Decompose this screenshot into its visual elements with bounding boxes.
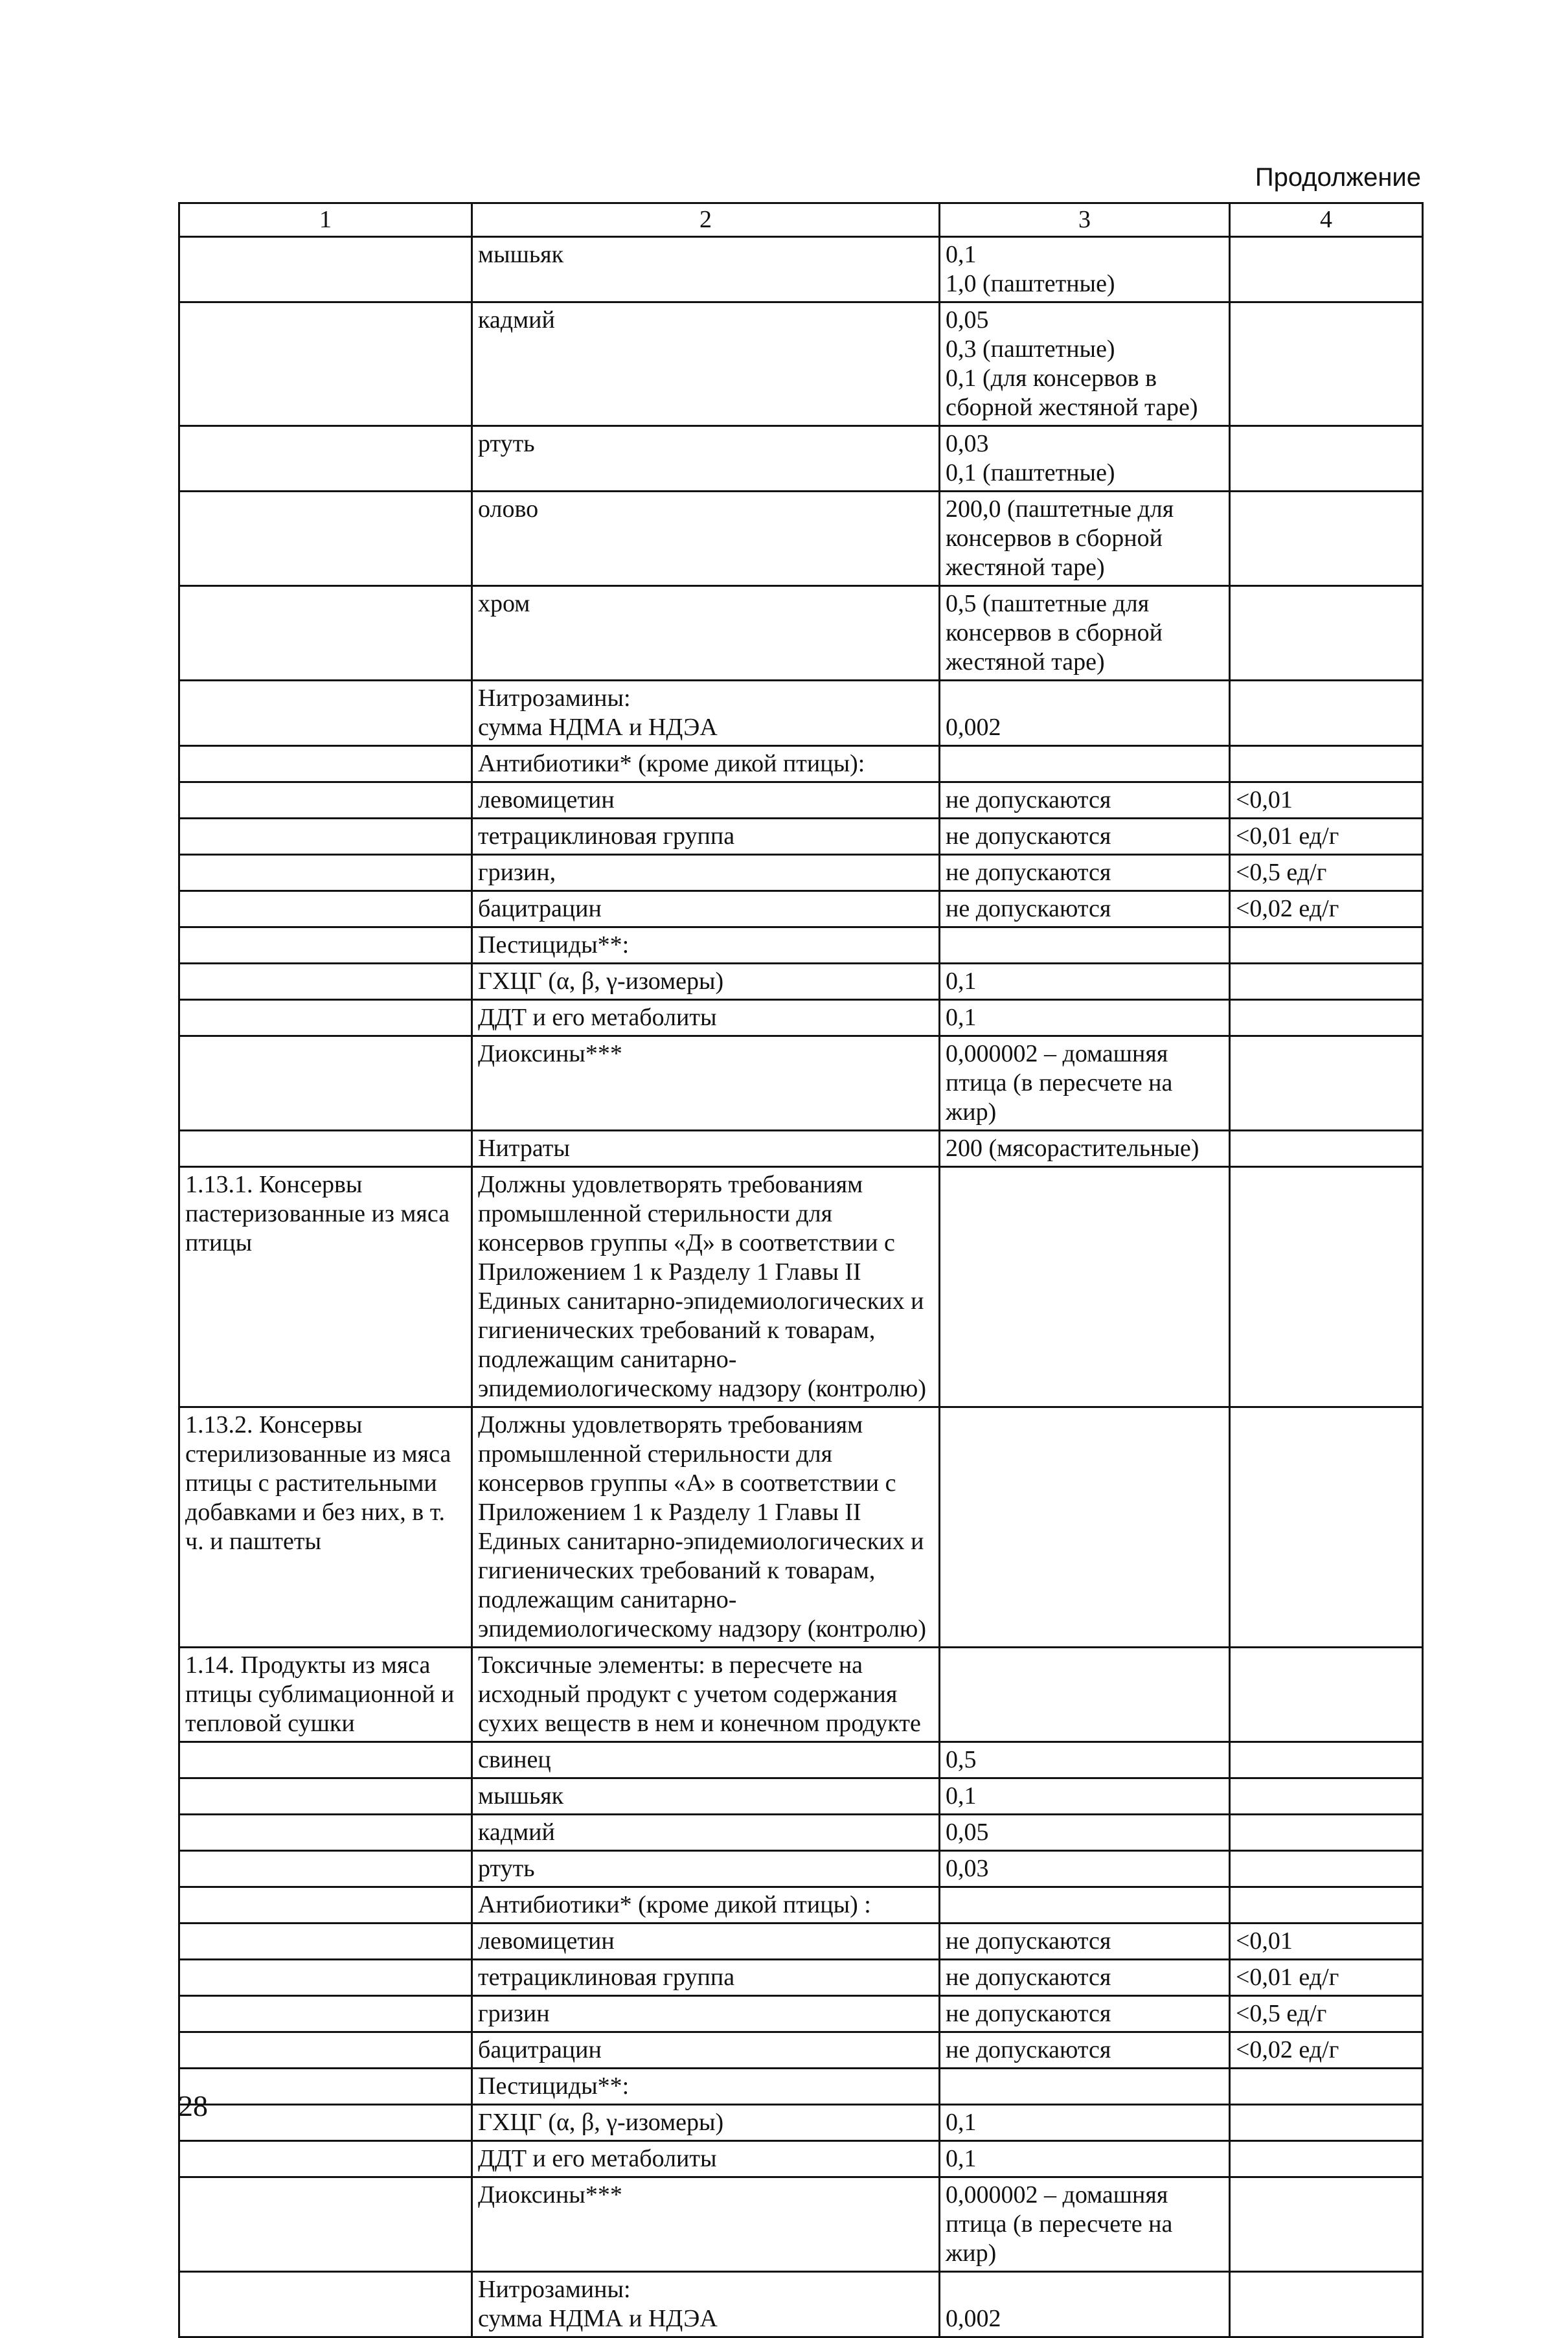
limit-cell: 0,000002 – домашняя птица (в пересчете на жир): [940, 2177, 1230, 2272]
table-row: [179, 1887, 1423, 1924]
product-cell: [179, 855, 472, 891]
limit-cell: [940, 2069, 1230, 2105]
indicator-cell: бацитрацин: [472, 891, 940, 927]
indicator-cell: Нитраты: [472, 1131, 940, 1167]
limit-cell: 0,1: [940, 1000, 1230, 1036]
note-cell: <0,01: [1230, 782, 1423, 819]
indicator-cell: Нитрозамины: сумма НДМА и НДЭА: [472, 681, 940, 746]
limit-cell: 0,03: [940, 1851, 1230, 1887]
limit-cell: 200,0 (паштетные для консервов в сборной жестяной таре): [940, 492, 1230, 586]
product-cell: [179, 681, 472, 746]
note-cell: [1230, 1815, 1423, 1851]
limit-cell: не допускаются: [940, 782, 1230, 819]
indicator-cell: хром: [472, 586, 940, 681]
indicator-cell: гризин: [472, 1996, 940, 2032]
indicator-cell: тетрациклиновая группа: [472, 1960, 940, 1996]
limit-cell: 0,002: [940, 2272, 1230, 2337]
table-row: [179, 782, 1423, 819]
note-cell: [1230, 1851, 1423, 1887]
table-row: [179, 1648, 1423, 1742]
product-cell: [179, 586, 472, 681]
header-cell-3: 3: [940, 203, 1230, 237]
product-cell: [179, 237, 472, 302]
limit-cell: не допускаются: [940, 891, 1230, 927]
note-cell: [1230, 2069, 1423, 2105]
indicator-cell: мышьяк: [472, 237, 940, 302]
product-cell: 1.13.1. Консервы пастеризованные из мяса птицы: [179, 1167, 472, 1407]
product-cell: [179, 1996, 472, 2032]
product-cell: [179, 1131, 472, 1167]
table-row: [179, 1131, 1423, 1167]
note-cell: <0,02 ед/г: [1230, 2032, 1423, 2069]
indicator-cell: Антибиотики* (кроме дикой птицы):: [472, 746, 940, 782]
note-cell: [1230, 2177, 1423, 2272]
limit-cell: не допускаются: [940, 2032, 1230, 2069]
limit-cell: 200 (мясорастительные): [940, 1131, 1230, 1167]
product-cell: [179, 1851, 472, 1887]
indicator-cell: ртуть: [472, 426, 940, 492]
table-row: [179, 1960, 1423, 1996]
note-cell: [1230, 426, 1423, 492]
table-row: [179, 426, 1423, 492]
note-cell: [1230, 586, 1423, 681]
product-cell: [179, 2032, 472, 2069]
limit-cell: [940, 1167, 1230, 1407]
limit-cell: 0,05: [940, 1815, 1230, 1851]
note-cell: <0,5 ед/г: [1230, 855, 1423, 891]
indicator-cell: свинец: [472, 1742, 940, 1778]
limit-cell: не допускаются: [940, 819, 1230, 855]
limit-cell: 0,5: [940, 1742, 1230, 1778]
header-cell-2: 2: [472, 203, 940, 237]
indicator-cell: олово: [472, 492, 940, 586]
note-cell: [1230, 237, 1423, 302]
indicator-cell: левомицетин: [472, 782, 940, 819]
indicator-cell: Антибиотики* (кроме дикой птицы) :: [472, 1887, 940, 1924]
table-row: [179, 2032, 1423, 2069]
limit-cell: не допускаются: [940, 1960, 1230, 1996]
table-row: [179, 1407, 1423, 1648]
indicator-cell: тетрациклиновая группа: [472, 819, 940, 855]
table-row: [179, 2069, 1423, 2105]
indicator-cell: бацитрацин: [472, 2032, 940, 2069]
table-body: [179, 203, 1423, 2337]
product-cell: 1.14. Продукты из мяса птицы сублимационной и тепловой сушки: [179, 1648, 472, 1742]
limit-cell: 0,05 0,3 (паштетные) 0,1 (для консервов в сборной жестяной таре): [940, 302, 1230, 426]
note-cell: [1230, 1131, 1423, 1167]
continuation-label: Продолжение: [1255, 163, 1421, 192]
product-cell: [179, 1000, 472, 1036]
note-cell: [1230, 1167, 1423, 1407]
product-cell: [179, 1960, 472, 1996]
indicator-cell: Токсичные элементы: в пересчете на исходный продукт с учетом содержания сухих веществ в нем и конечном продукте: [472, 1648, 940, 1742]
limit-cell: 0,1: [940, 2105, 1230, 2141]
table-row: [179, 1742, 1423, 1778]
note-cell: <0,01: [1230, 1924, 1423, 1960]
table-row: [179, 2141, 1423, 2177]
product-cell: [179, 1815, 472, 1851]
indicator-cell: Пестициды**:: [472, 927, 940, 964]
table-row: [179, 492, 1423, 586]
limit-cell: не допускаются: [940, 1996, 1230, 2032]
table-row: [179, 855, 1423, 891]
table-row: [179, 964, 1423, 1000]
note-cell: [1230, 681, 1423, 746]
indicator-cell: мышьяк: [472, 1778, 940, 1815]
indicator-cell: кадмий: [472, 1815, 940, 1851]
product-cell: [179, 2272, 472, 2337]
note-cell: [1230, 927, 1423, 964]
product-cell: [179, 2069, 472, 2105]
header-cell-4: 4: [1230, 203, 1423, 237]
product-cell: [179, 782, 472, 819]
indicator-cell: Нитрозамины: сумма НДМА и НДЭА: [472, 2272, 940, 2337]
product-cell: [179, 2141, 472, 2177]
note-cell: [1230, 1000, 1423, 1036]
table-row: [179, 2177, 1423, 2272]
table-row: [179, 1996, 1423, 2032]
limit-cell: [940, 927, 1230, 964]
product-cell: [179, 2105, 472, 2141]
indicator-cell: Диоксины***: [472, 2177, 940, 2272]
limit-cell: 0,000002 – домашняя птица (в пересчете на жир): [940, 1036, 1230, 1131]
product-cell: [179, 1887, 472, 1924]
note-cell: [1230, 1407, 1423, 1648]
table-row: [179, 2105, 1423, 2141]
table-row: [179, 927, 1423, 964]
product-cell: [179, 1924, 472, 1960]
limit-cell: 0,1 1,0 (паштетные): [940, 237, 1230, 302]
note-cell: [1230, 1648, 1423, 1742]
product-cell: [179, 964, 472, 1000]
note-cell: <0,01 ед/г: [1230, 1960, 1423, 1996]
note-cell: [1230, 2105, 1423, 2141]
product-cell: [179, 927, 472, 964]
indicator-cell: Должны удовлетворять требованиям промышленной стерильности для консервов группы «А» в соответствии с Приложением 1 к Разделу 1 Главы II Единых санитарно-эпидемиологических и гигиенических требований к товарам, подлежащим санитарно-эпидемиологическому надзору (контролю): [472, 1407, 940, 1648]
table-row: [179, 1167, 1423, 1407]
limit-cell: 0,1: [940, 1778, 1230, 1815]
note-cell: [1230, 2141, 1423, 2177]
note-cell: [1230, 746, 1423, 782]
table-row: [179, 891, 1423, 927]
note-cell: [1230, 964, 1423, 1000]
table-row: [179, 2272, 1423, 2337]
table-row: [179, 1778, 1423, 1815]
product-cell: [179, 426, 472, 492]
indicator-cell: Пестициды**:: [472, 2069, 940, 2105]
indicator-cell: ГХЦГ (α, β, γ-изомеры): [472, 2105, 940, 2141]
table-row: [179, 746, 1423, 782]
note-cell: [1230, 2272, 1423, 2337]
table-row: [179, 586, 1423, 681]
table-row: [179, 237, 1423, 302]
limit-cell: 0,03 0,1 (паштетные): [940, 426, 1230, 492]
product-cell: [179, 819, 472, 855]
note-cell: [1230, 302, 1423, 426]
indicator-cell: Должны удовлетворять требованиям промышленной стерильности для консервов группы «Д» в соответствии с Приложением 1 к Разделу 1 Главы II Единых санитарно-эпидемиологических и гигиенических требований к товарам, подлежащим санитарно-эпидемиологическому надзору (контролю): [472, 1167, 940, 1407]
note-cell: [1230, 1887, 1423, 1924]
product-cell: [179, 1036, 472, 1131]
indicator-cell: ГХЦГ (α, β, γ-изомеры): [472, 964, 940, 1000]
table-row: [179, 819, 1423, 855]
limit-cell: 0,5 (паштетные для консервов в сборной жестяной таре): [940, 586, 1230, 681]
limit-cell: не допускаются: [940, 855, 1230, 891]
limit-cell: [940, 746, 1230, 782]
product-cell: [179, 746, 472, 782]
requirements-table: [178, 202, 1424, 2338]
header-cell-1: 1: [179, 203, 472, 237]
note-cell: [1230, 1036, 1423, 1131]
note-cell: <0,01 ед/г: [1230, 819, 1423, 855]
limit-cell: 0,002: [940, 681, 1230, 746]
indicator-cell: левомицетин: [472, 1924, 940, 1960]
limit-cell: [940, 1887, 1230, 1924]
table-row: [179, 681, 1423, 746]
page-number: 28: [178, 2089, 208, 2122]
product-cell: [179, 1742, 472, 1778]
indicator-cell: кадмий: [472, 302, 940, 426]
product-cell: [179, 492, 472, 586]
indicator-cell: ДДТ и его метаболиты: [472, 2141, 940, 2177]
indicator-cell: гризин,: [472, 855, 940, 891]
limit-cell: [940, 1407, 1230, 1648]
product-cell: [179, 1778, 472, 1815]
table-row: [179, 302, 1423, 426]
table-row: [179, 1036, 1423, 1131]
table-row: [179, 1815, 1423, 1851]
note-cell: <0,02 ед/г: [1230, 891, 1423, 927]
note-cell: [1230, 1778, 1423, 1815]
note-cell: [1230, 1742, 1423, 1778]
indicator-cell: ДДТ и его метаболиты: [472, 1000, 940, 1036]
limit-cell: 0,1: [940, 964, 1230, 1000]
limit-cell: [940, 1648, 1230, 1742]
indicator-cell: ртуть: [472, 1851, 940, 1887]
table-header-row: [179, 203, 1423, 237]
indicator-cell: Диоксины***: [472, 1036, 940, 1131]
table-row: [179, 1000, 1423, 1036]
table-row: [179, 1924, 1423, 1960]
product-cell: [179, 2177, 472, 2272]
product-cell: [179, 302, 472, 426]
product-cell: [179, 891, 472, 927]
limit-cell: 0,1: [940, 2141, 1230, 2177]
table-row: [179, 1851, 1423, 1887]
note-cell: <0,5 ед/г: [1230, 1996, 1423, 2032]
product-cell: 1.13.2. Консервы стерилизованные из мяса птицы с растительными добавками и без них, в т. ч. и паштеты: [179, 1407, 472, 1648]
limit-cell: не допускаются: [940, 1924, 1230, 1960]
note-cell: [1230, 492, 1423, 586]
